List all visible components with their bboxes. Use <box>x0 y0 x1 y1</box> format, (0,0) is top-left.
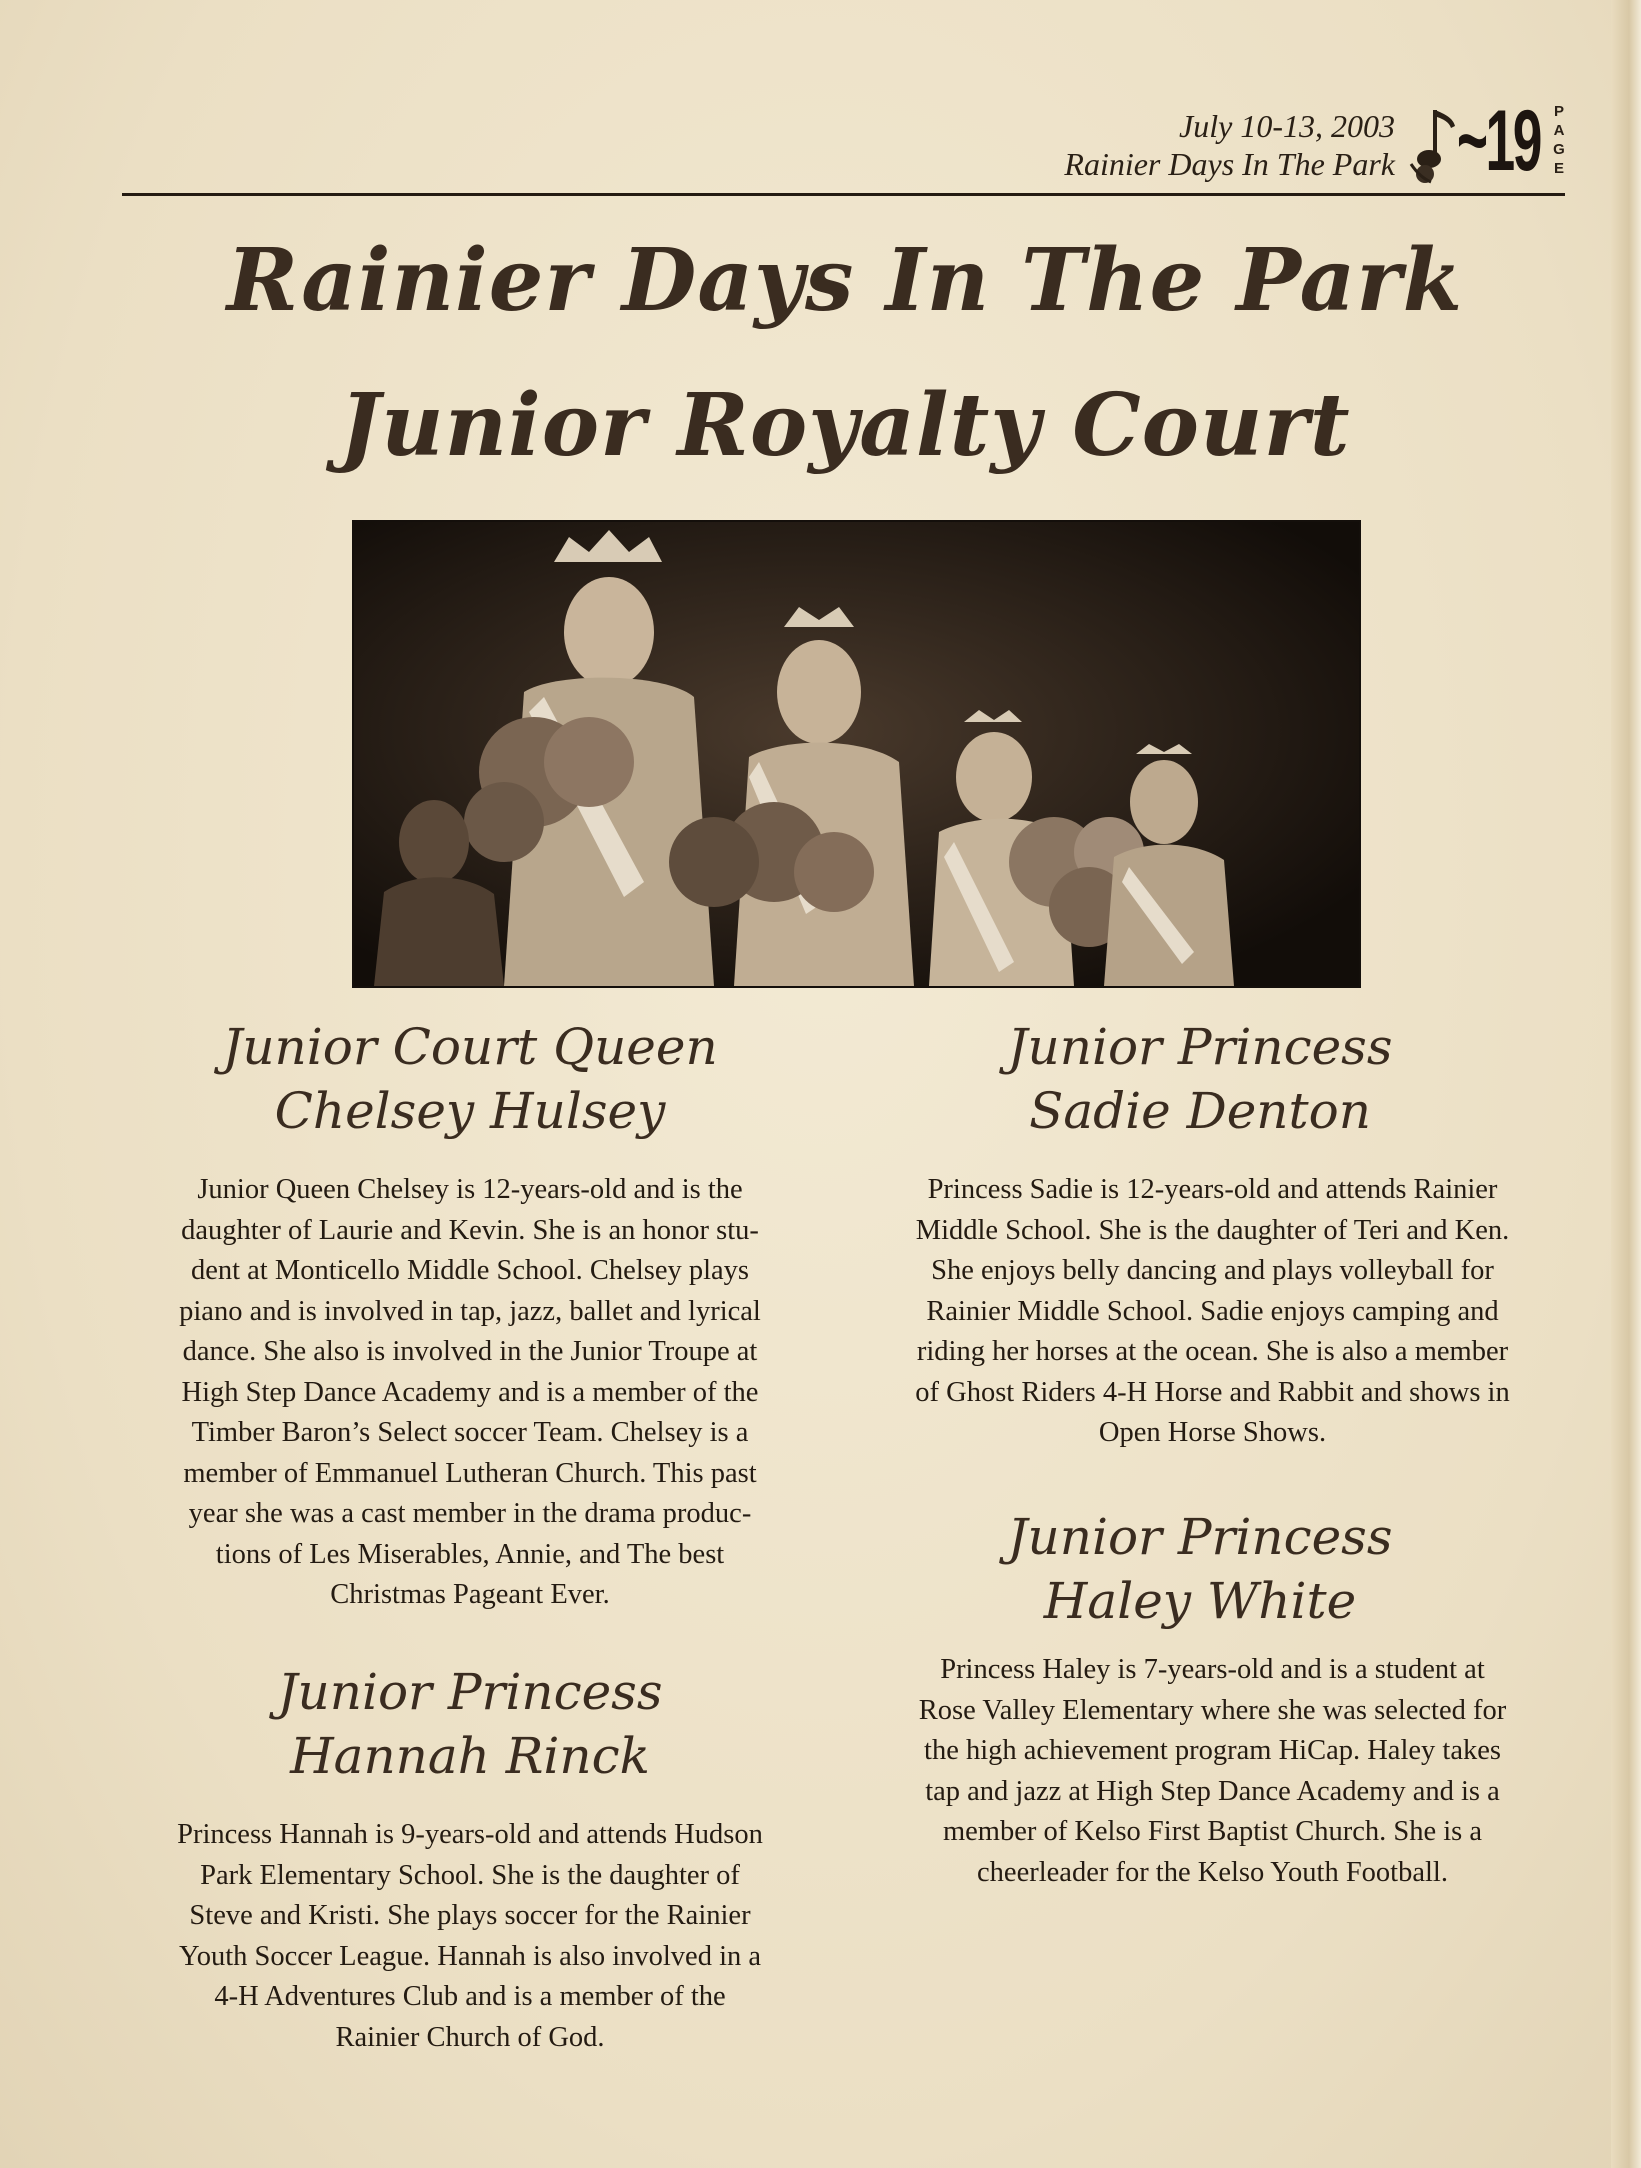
text-line: 4-H Adventures Club and is a member of the <box>214 1981 726 2012</box>
text-line: daughter of Laurie and Kevin. She is an honor stu- <box>181 1214 759 1246</box>
sadie-name: Sadie Denton <box>1029 1082 1371 1140</box>
running-header <box>120 93 1570 195</box>
text-line: Christmas Pageant Ever. <box>330 1579 610 1610</box>
queen-title: Junior Court Queen <box>222 1018 718 1076</box>
text-line: Youth Soccer League. Hannah is also involved in a <box>178 1940 762 1972</box>
text-line: the high achievement program HiCap. Haley takes <box>924 1735 1501 1766</box>
text-line: cheerleader for the Kelso Youth Football. <box>977 1856 1448 1888</box>
haley-heading <box>890 1505 1510 1633</box>
sadie-heading <box>890 1015 1510 1143</box>
hannah-title: Junior Princess <box>277 1663 663 1721</box>
haley-name: Haley White <box>1043 1572 1357 1630</box>
page-label <box>1548 102 1570 178</box>
text-line: Princess Hannah is 9-years-old and attends Hudson <box>177 1819 763 1850</box>
queen-name: Chelsey Hulsey <box>274 1082 666 1140</box>
haley-bio <box>850 1650 1575 1893</box>
text-line: tap and jazz at High Step Dance Academy and is a <box>925 1775 1500 1807</box>
header-event-name: Rainier Days In The Park <box>1064 146 1395 182</box>
royalty-court-photo <box>352 520 1361 988</box>
text-line: Park Elementary School. She is the daughter of <box>200 1859 740 1891</box>
haley-title: Junior Princess <box>1007 1508 1393 1566</box>
page-edge <box>1611 0 1641 2168</box>
text-line: member of Emmanuel Lutheran Church. This past <box>183 1457 757 1489</box>
page-label-letter: G <box>1553 141 1565 158</box>
text-line: Open Horse Shows. <box>1098 1417 1327 1448</box>
sadie-title: Junior Princess <box>1007 1018 1393 1076</box>
text-line: Timber Baron’s Select soccer Team. Chelsey is a <box>191 1417 749 1448</box>
queen-bio <box>100 1170 840 1616</box>
text-line: dance. She also is involved in the Junior Troupe at <box>182 1336 758 1367</box>
page-label-letter: A <box>1553 122 1565 139</box>
text-line: of Ghost Riders 4-H Horse and Rabbit and shows in <box>915 1376 1510 1408</box>
page-number: ~19 <box>1456 93 1540 189</box>
hannah-bio <box>100 1815 840 2058</box>
main-title-line-1: Rainier Days In The Park <box>226 230 1464 331</box>
text-line: piano and is involved in tap, jazz, ballet and lyrical <box>179 1295 761 1327</box>
text-line: Middle School. She is the daughter of Teri and Ken. <box>915 1214 1510 1246</box>
sadie-bio <box>850 1170 1575 1454</box>
text-line: year she was a cast member in the drama produc- <box>188 1498 752 1529</box>
hannah-name: Hannah Rinck <box>290 1727 650 1785</box>
page-label-letter: P <box>1553 103 1564 120</box>
text-line: High Step Dance Academy and is a member of the <box>181 1376 759 1408</box>
text-line: Rose Valley Elementary where she was selected for <box>918 1694 1507 1726</box>
text-line: Princess Sadie is 12-years-old and attends Rainier <box>927 1174 1498 1205</box>
text-line: Junior Queen Chelsey is 12-years-old and is the <box>197 1174 743 1205</box>
text-line: Steve and Kristi. She plays soccer for the Rainier <box>189 1900 751 1931</box>
main-title-line-2: Junior Royalty Court <box>339 375 1351 476</box>
queen-heading <box>160 1015 780 1143</box>
page-label-letter: E <box>1553 160 1564 177</box>
text-line: Rainier Church of God. <box>335 2021 605 2053</box>
text-line: member of Kelso First Baptist Church. She is a <box>942 1816 1483 1847</box>
photo-illustration <box>354 522 1359 986</box>
music-note-logo-icon <box>1405 104 1460 186</box>
text-line: Rainier Middle School. Sadie enjoys camping and <box>926 1295 1499 1327</box>
text-line: tions of Les Miserables, Annie, and The best <box>215 1538 725 1570</box>
text-line: Princess Haley is 7-years-old and is a student at <box>940 1654 1485 1685</box>
text-line: riding her horses at the ocean. She is also a member <box>916 1336 1509 1367</box>
header-rule <box>122 193 1565 196</box>
header-date: July 10-13, 2003 <box>1179 108 1395 144</box>
hannah-heading <box>160 1660 780 1788</box>
text-line: dent at Monticello Middle School. Chelsey plays <box>190 1255 750 1286</box>
text-line: She enjoys belly dancing and plays volleyball for <box>931 1255 1494 1286</box>
